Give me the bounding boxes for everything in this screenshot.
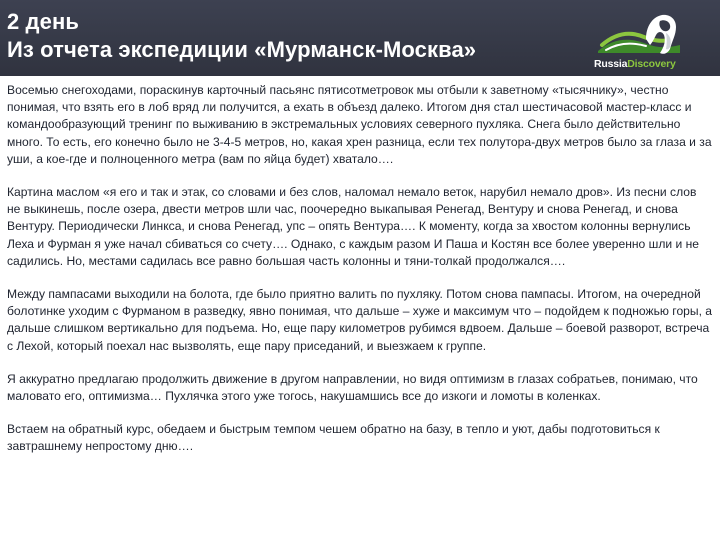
title-report: Из отчета экспедиции «Мурманск-Москва» <box>7 37 477 62</box>
paragraph-2: Картина маслом «я его и так и этак, со словами и без слов, наломал немало веток, нарубил немало дров». Из песни слов не выкинешь, после озера, двести метров шли час, поочередно выкапывая Ренегад, Вентуру и снова Ренегад, и снова Вентуру. Периодически Линкса, и снова Ренегад, упс – опять Вентура…. К моменту, когда за хвостом колонны вернулись Леха и Фурман я уже начал сбиваться со счету…. Однако, с каждым разом И Паша и Костян все более уверенно шли и не садились. Но, местами садилась все равно большая часть колонны и тяни-толкай продолжался…. <box>7 185 700 268</box>
page-title <box>7 8 476 64</box>
paragraph-4: Я аккуратно предлагаю продолжить движение в другом направлении, но видя оптимизм в глазах собратьев, понимаю, что маловато его, оптимизма… Пухлячка этого уже тогось, накушамшись все до изкоги и ломоты в коленках. <box>7 371 698 404</box>
paragraph-1: Восемью снегоходами, пораскинув карточный пасьянс пятисотметровок мы отбыли к заветному «тысячнику», честно понимая, что взять его в лоб вряд ли получится, а ехать в объезд далеко. Итогом дня стал шестичасовой мастер-класс и командообразующий тренинг по выживанию в экстремальных условиях северного пухляка. Снега было действительно много. То есть, его конечно было не 3-4-5 метров, но, какая хрен разница, если тех полутора-двух метров было за глаза и за уши, а кое-где и полноценного метра (вам по яйца будет) хватало…. <box>7 83 712 166</box>
paragraph-3: Между пампасами выходили на болота, где было приятно валить по пухляку. Потом снова пампасы. Итогом, на очередной болотинке уходим с Фурманом в разведку, явно понимая, что дальше – хуже и максимум что – подойдем к подножью горы, а дальше слишком вертикально для подъема. Но, еще пару километров рубимся вдвоем. Дальше – боевой разворот, встреча с Лехой, который поехал нас вызволять, еще пару приседаний, и выезжаем к группе. <box>7 287 713 353</box>
logo-wordmark <box>594 57 690 71</box>
header-bar <box>0 0 720 76</box>
report-body <box>7 82 713 456</box>
paragraph-5: Встаем на обратный курс, обедаем и быстрым темпом чешем обратно на базу, в тепло и уют, дабы подготовиться к завтрашнему непростому дню…. <box>7 422 660 454</box>
russiadiscovery-logo <box>594 9 690 73</box>
russiadiscovery-logo-icon <box>594 9 690 59</box>
title-day: 2 день <box>7 9 79 34</box>
logo-wordmark-part2: Discovery <box>627 58 676 70</box>
logo-wordmark-part1: Russia <box>594 58 628 70</box>
